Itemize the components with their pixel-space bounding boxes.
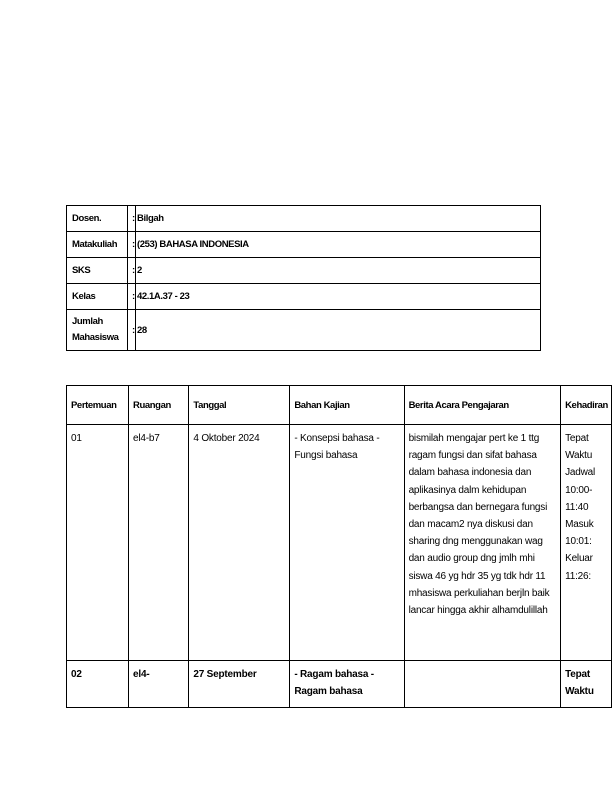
- pertemuan-cell: 02: [67, 661, 129, 708]
- header-berita-acara: Berita Acara Pengajaran: [404, 386, 561, 425]
- ruangan-cell: el4-: [129, 661, 189, 708]
- jumlah-mahasiswa-value: 28: [136, 310, 541, 351]
- kelas-value: 42.1A.37 - 23: [136, 284, 541, 310]
- pertemuan-cell: 01: [67, 425, 129, 661]
- table-row: [67, 425, 612, 661]
- kehadiran-cell: Tepat Waktu Jadwal 10:00-11:40 Masuk 10:01: Keluar 11:26:: [561, 425, 612, 661]
- berita-acara-cell: bismilah mengajar pert ke 1 ttg ragam fungsi dan sifat bahasa dalam bahasa indonesia dan aplikasinya dalm kehidupan berbangsa dan bernegara fungsi dan macam2 nya diskusi dan sharing dng menggunakan wag dan audio group dng jmlh mhi siswa 46 yg hdr 35 yg tdk hdr 11 mhasiswa perkuliahan berjln baik lancar hingga akhir alhamdulillah: [404, 425, 561, 661]
- dosen-label: Dosen.: [67, 206, 128, 232]
- course-info-table: [66, 205, 541, 351]
- tanggal-cell: 4 Oktober 2024: [189, 425, 290, 661]
- info-row-dosen: [67, 206, 541, 232]
- sks-value: 2: [136, 258, 541, 284]
- info-row-matakuliah: [67, 232, 541, 258]
- jumlah-mahasiswa-label: Jumlah Mahasiswa: [67, 310, 128, 351]
- colon: :: [128, 206, 136, 232]
- matakuliah-value: (253) BAHASA INDONESIA: [136, 232, 541, 258]
- header-ruangan: Ruangan: [129, 386, 189, 425]
- bahan-kajian-cell: - Ragam bahasa - Ragam bahasa: [290, 661, 404, 708]
- colon: :: [128, 232, 136, 258]
- info-row-kelas: [67, 284, 541, 310]
- colon: :: [128, 258, 136, 284]
- berita-acara-cell: [404, 661, 561, 708]
- sks-label: SKS: [67, 258, 128, 284]
- colon: :: [128, 310, 136, 351]
- colon: :: [128, 284, 136, 310]
- matakuliah-label: Matakuliah: [67, 232, 128, 258]
- kelas-label: Kelas: [67, 284, 128, 310]
- table-row: [67, 661, 612, 708]
- kehadiran-cell: Tepat Waktu: [561, 661, 612, 708]
- header-kehadiran: Kehadiran: [561, 386, 612, 425]
- info-row-jumlah-mahasiswa: [67, 310, 541, 351]
- header-pertemuan: Pertemuan: [67, 386, 129, 425]
- header-bahan-kajian: Bahan Kajian: [290, 386, 404, 425]
- attendance-schedule-table: [66, 385, 612, 708]
- schedule-header-row: [67, 386, 612, 425]
- dosen-value: Bilgah: [136, 206, 541, 232]
- header-tanggal: Tanggal: [189, 386, 290, 425]
- bahan-kajian-cell: - Konsepsi bahasa - Fungsi bahasa: [290, 425, 404, 661]
- info-row-sks: [67, 258, 541, 284]
- ruangan-cell: el4-b7: [129, 425, 189, 661]
- tanggal-cell: 27 September: [189, 661, 290, 708]
